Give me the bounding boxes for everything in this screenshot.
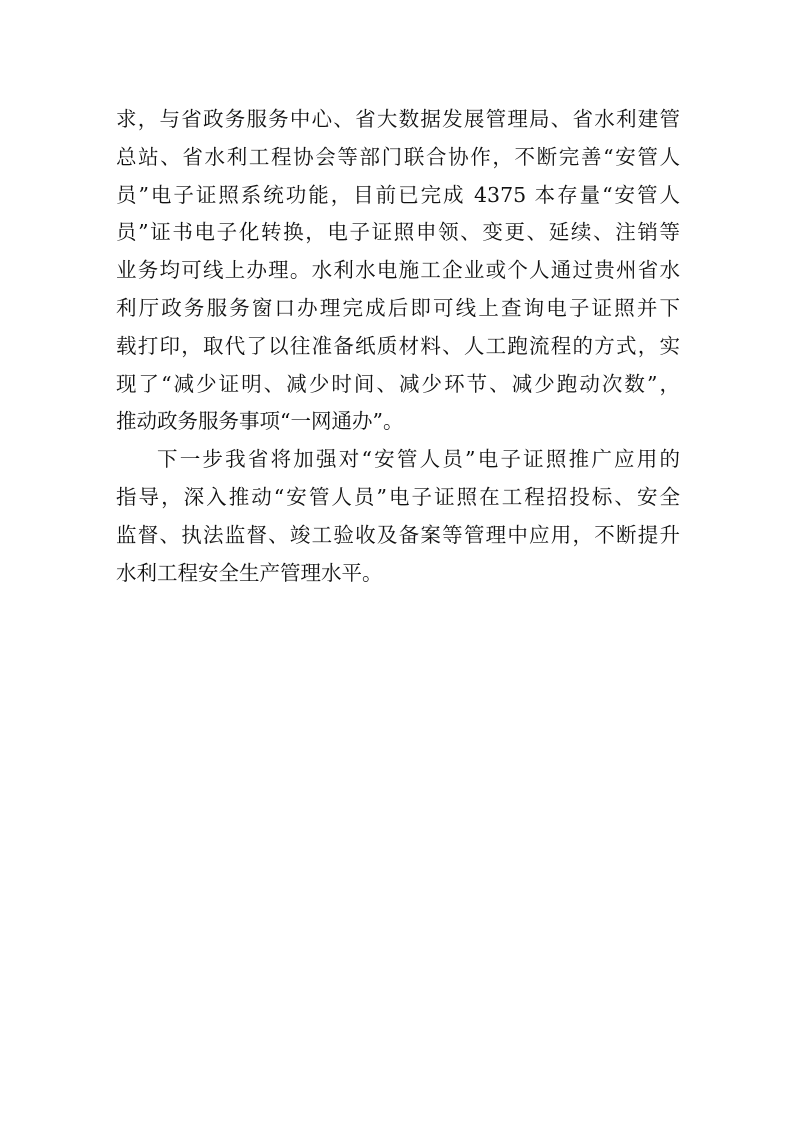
paragraph-line: 监督、执法监督、竣工验收及备案等管理中应用，不断提升 — [116, 522, 680, 547]
paragraph-line: 载打印，取代了以往准备纸质材料、人工跑流程的方式，实 — [116, 333, 680, 358]
paragraph-line: 下一步我省将加强对“安管人员”电子证照推广应用的 — [157, 447, 680, 472]
paragraph-line: 指导，深入推动“安管人员”电子证照在工程招投标、安全 — [116, 484, 680, 509]
paragraph-1 — [116, 101, 680, 441]
paragraph-line: 求，与省政务服务中心、省大数据发展管理局、省水利建管 — [116, 107, 680, 131]
paragraph-2 — [116, 441, 680, 592]
paragraph-line: 员”证书电子化转换，电子证照申领、变更、延续、注销等 — [116, 220, 680, 245]
paragraph-line: 员”电子证照系统功能，目前已完成 4375 本存量“安管人 — [116, 182, 680, 207]
paragraph-line: 水利工程安全生产管理水平。 — [116, 560, 383, 585]
body-text — [116, 101, 680, 592]
paragraph-line: 现了“减少证明、减少时间、减少环节、减少跑动次数”， — [116, 371, 680, 396]
paragraph-line: 业务均可线上办理。水利水电施工企业或个人通过贵州省水 — [116, 258, 680, 283]
paragraph-line: 总站、省水利工程协会等部门联合协作，不断完善“安管人 — [116, 144, 680, 169]
paragraph-line: 推动政务服务事项“一网通办”。 — [116, 409, 404, 434]
paragraph-line: 利厅政务服务窗口办理完成后即可线上查询电子证照并下 — [116, 295, 680, 320]
